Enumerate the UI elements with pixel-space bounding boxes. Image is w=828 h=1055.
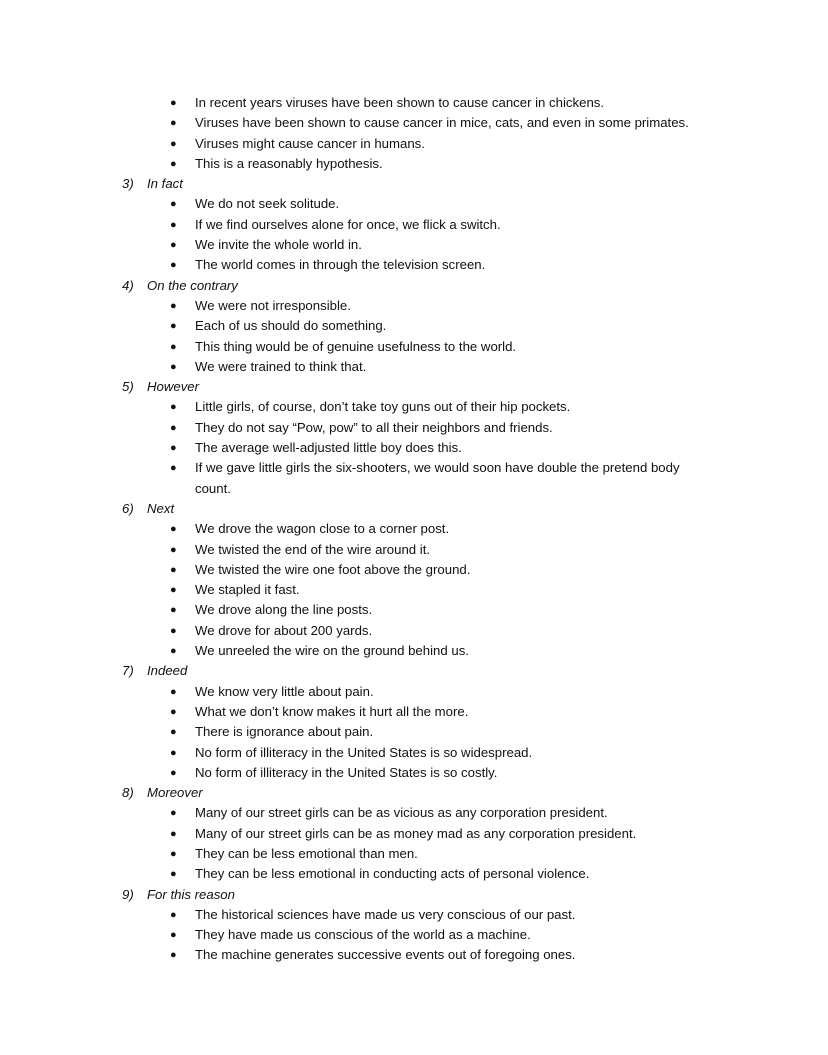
bullet-text: Viruses have been shown to cause cancer in mice, cats, and even in some primates.	[195, 115, 689, 131]
bullet-icon: ●	[170, 97, 177, 109]
list-item	[0, 945, 828, 965]
bullet-icon: ●	[170, 239, 177, 252]
bullet-text: We twisted the wire one foot above the ground.	[195, 561, 471, 577]
bullet-text: In recent years viruses have been shown to cause cancer in chickens.	[195, 95, 605, 110]
bullet-icon: ●	[170, 340, 177, 353]
bullet-text: We invite the whole world in.	[195, 237, 362, 253]
list-item	[0, 235, 828, 255]
list-item	[0, 397, 828, 417]
section-heading	[0, 276, 828, 296]
bullet-icon: ●	[170, 157, 177, 170]
bullet-icon: ●	[170, 462, 177, 475]
bullet-icon: ●	[170, 137, 177, 150]
bullet-icon: ●	[170, 198, 177, 211]
bullet-icon: ●	[170, 360, 177, 373]
section-title: Moreover	[147, 785, 203, 801]
bullet-icon: ●	[170, 442, 177, 455]
bullet-text: We know very little about pain.	[195, 683, 374, 699]
bullet-text: The machine generates successive events out of foregoing ones.	[195, 947, 576, 963]
section-number: 5)	[122, 379, 134, 395]
bullet-icon: ●	[170, 624, 177, 637]
bullet-text: We were not irresponsible.	[195, 297, 351, 313]
bullet-text: There is ignorance about pain.	[195, 724, 374, 740]
section-number: 8)	[122, 785, 134, 801]
list-item	[0, 255, 828, 275]
bullet-text: If we find ourselves alone for once, we flick a switch.	[195, 216, 501, 232]
section-heading	[0, 174, 828, 194]
list-item	[0, 519, 828, 539]
bullet-icon: ●	[170, 259, 177, 272]
list-item	[0, 560, 828, 580]
bullet-text: No form of illiteracy in the United States is so widespread.	[195, 744, 533, 760]
bullet-text: Little girls, of course, don’t take toy guns out of their hip pockets.	[195, 399, 571, 415]
section-moreover	[0, 783, 828, 884]
list-item	[0, 154, 828, 174]
list-item	[0, 580, 828, 600]
bullet-text: We drove the wagon close to a corner post.	[195, 521, 450, 537]
list-item	[0, 722, 828, 742]
section-title: However	[147, 379, 200, 395]
bullet-icon: ●	[170, 929, 177, 942]
bullet-text: If we gave little girls the six-shooters, we would soon have double the pretend body count.	[195, 460, 680, 496]
bullet-icon: ●	[170, 563, 177, 576]
section-heading	[0, 499, 828, 519]
section-heading	[0, 885, 828, 905]
list-item	[0, 844, 828, 864]
list-item	[0, 702, 828, 722]
bullet-icon: ●	[170, 705, 177, 718]
list-item	[0, 905, 828, 925]
list-item	[0, 357, 828, 377]
list-item	[0, 296, 828, 316]
bullet-icon: ●	[170, 117, 177, 130]
list-item	[0, 194, 828, 214]
section-title: For this reason	[147, 886, 235, 902]
section-heading	[0, 377, 828, 397]
section-number: 3)	[122, 176, 134, 192]
list-item	[0, 600, 828, 620]
bullet-icon: ●	[170, 604, 177, 617]
list-item	[0, 763, 828, 783]
bullet-icon: ●	[170, 868, 177, 881]
bullet-text: Viruses might cause cancer in humans.	[195, 135, 425, 151]
list-item	[0, 621, 828, 641]
section-heading	[0, 661, 828, 681]
list-item	[0, 337, 828, 357]
section-next	[0, 499, 828, 661]
bullet-text: The average well-adjusted little boy does this.	[195, 440, 462, 456]
bullet-icon: ●	[170, 847, 177, 860]
list-item	[0, 458, 828, 499]
list-item	[0, 134, 828, 154]
section-for-this-reason	[0, 885, 828, 966]
bullet-text: The world comes in through the television screen.	[195, 257, 486, 273]
bullet-icon: ●	[170, 726, 177, 739]
bullet-text: They have made us conscious of the world as a machine.	[195, 927, 531, 943]
list-item	[0, 438, 828, 458]
list-item	[0, 682, 828, 702]
bullet-icon: ●	[170, 218, 177, 231]
bullet-icon: ●	[170, 299, 177, 312]
bullet-icon: ●	[170, 645, 177, 658]
bullet-text: What we don’t know makes it hurt all the more.	[195, 703, 469, 719]
section-heading	[0, 783, 828, 803]
list-item	[0, 316, 828, 336]
bullet-text: We twisted the end of the wire around it.	[195, 541, 431, 557]
list-item	[0, 864, 828, 884]
bullet-icon: ●	[170, 543, 177, 556]
bullet-text: They can be less emotional in conducting acts of personal violence.	[195, 866, 590, 882]
bullet-text: The historical sciences have made us very conscious of our past.	[195, 906, 576, 922]
list-item	[0, 743, 828, 763]
section-title: In fact	[147, 176, 183, 192]
section-number: 9)	[122, 886, 134, 902]
section-number: 7)	[122, 663, 134, 679]
bullet-text: Many of our street girls can be as vicious as any corporation president.	[195, 805, 608, 821]
list-item	[0, 925, 828, 945]
bullet-icon: ●	[170, 827, 177, 840]
list-item	[0, 641, 828, 661]
bullet-text: They do not say “Pow, pow” to all their neighbors and friends.	[195, 419, 553, 435]
section-number: 6)	[122, 500, 134, 516]
bullet-icon: ●	[170, 523, 177, 536]
bullet-text: This is a reasonably hypothesis.	[195, 155, 383, 171]
section-title: On the contrary	[147, 277, 238, 293]
section-indeed	[0, 661, 828, 783]
bullet-icon: ●	[170, 807, 177, 820]
bullet-icon: ●	[170, 949, 177, 962]
bullet-text: We stapled it fast.	[195, 582, 300, 598]
bullet-text: We do not seek solitude.	[195, 196, 340, 212]
bullet-text: Each of us should do something.	[195, 318, 387, 334]
section-in-fact	[0, 174, 828, 275]
bullet-icon: ●	[170, 401, 177, 414]
bullet-text: We were trained to think that.	[195, 358, 367, 374]
bullet-icon: ●	[170, 766, 177, 779]
list-item	[0, 93, 828, 113]
list-item	[0, 824, 828, 844]
section-however	[0, 377, 828, 499]
list-item	[0, 418, 828, 438]
list-item	[0, 113, 828, 133]
bullet-text: This thing would be of genuine usefulness to the world.	[195, 338, 517, 354]
list-item	[0, 540, 828, 560]
bullet-text: We unreeled the wire on the ground behind us.	[195, 643, 469, 659]
bullet-text: Many of our street girls can be as money mad as any corporation president.	[195, 825, 637, 841]
bullet-text: No form of illiteracy in the United States is so costly.	[195, 764, 498, 780]
bullet-icon: ●	[170, 320, 177, 333]
bullet-icon: ●	[170, 584, 177, 597]
bullet-icon: ●	[170, 685, 177, 698]
bullet-text: They can be less emotional than men.	[195, 845, 418, 861]
intro-bullet-list	[0, 93, 828, 174]
bullet-icon: ●	[170, 746, 177, 759]
bullet-icon: ●	[170, 421, 177, 434]
bullet-text: We drove along the line posts.	[195, 602, 373, 618]
list-item	[0, 215, 828, 235]
section-title: Next	[147, 500, 175, 516]
section-number: 4)	[122, 277, 134, 293]
bullet-icon: ●	[170, 908, 177, 921]
section-on-the-contrary	[0, 276, 828, 377]
bullet-text: We drove for about 200 yards.	[195, 622, 373, 638]
list-item	[0, 803, 828, 823]
section-title: Indeed	[147, 663, 188, 679]
